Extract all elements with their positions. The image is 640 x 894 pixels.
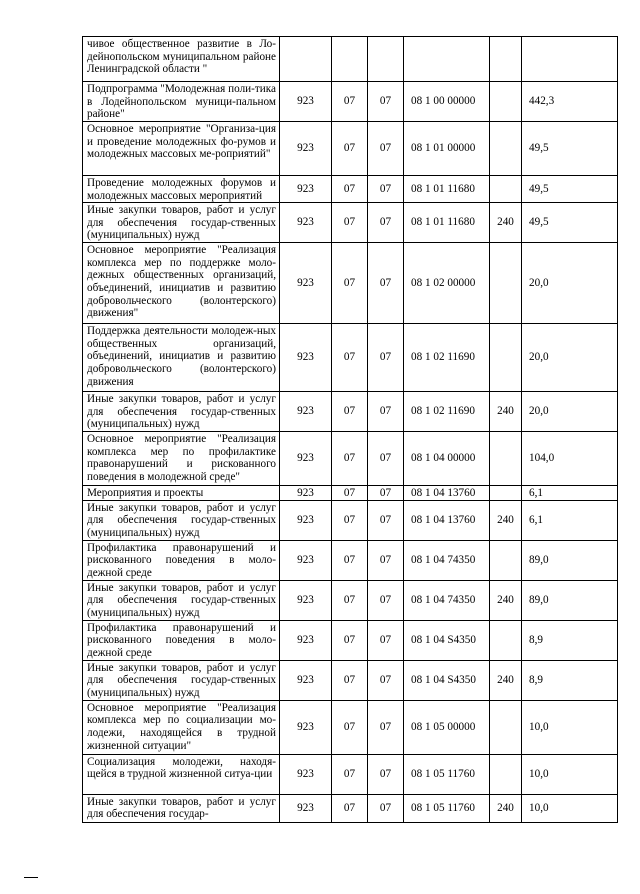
- row-gr: 923: [280, 660, 332, 700]
- row-vr: [490, 486, 522, 501]
- table-row: [83, 660, 618, 700]
- row-pr: 07: [368, 794, 404, 822]
- row-pr: 07: [368, 580, 404, 620]
- row-vr: [490, 432, 522, 486]
- row-name: Социализация молодежи, находя-щейся в трудной жизненной ситуа-ции: [83, 754, 280, 794]
- row-pr: 07: [368, 324, 404, 392]
- table-row: [83, 486, 618, 501]
- row-gr: 923: [280, 540, 332, 580]
- row-sum: 10,0: [522, 700, 618, 754]
- row-cs: 08 1 02 00000: [404, 243, 490, 324]
- row-gr: 923: [280, 620, 332, 660]
- row-pr: 07: [368, 243, 404, 324]
- row-vr: 240: [490, 580, 522, 620]
- table-row: [83, 122, 618, 176]
- table-row: [83, 500, 618, 540]
- row-sum: 89,0: [522, 540, 618, 580]
- row-pr: 07: [368, 203, 404, 243]
- row-sum: 6,1: [522, 500, 618, 540]
- row-sum: 442,3: [522, 82, 618, 122]
- row-rz: 07: [332, 432, 368, 486]
- row-name: Основное мероприятие "Реализация комплекса мер по социализации мо-лодежи, находящейся в трудной жизненной ситуации": [83, 700, 280, 754]
- row-rz: 07: [332, 176, 368, 203]
- row-rz: 07: [332, 754, 368, 794]
- row-vr: [490, 754, 522, 794]
- row-cs: 08 1 01 00000: [404, 122, 490, 176]
- row-pr: 07: [368, 620, 404, 660]
- row-name: Иные закупки товаров, работ и услуг для обеспечения государ-ственных (муниципальных) нужд: [83, 392, 280, 432]
- row-name: Основное мероприятие "Организа-ция и проведение молодежных фо-румов и молодежных массовых ме-роприятий": [83, 122, 280, 176]
- row-gr: 923: [280, 203, 332, 243]
- row-sum: 104,0: [522, 432, 618, 486]
- row-name: Иные закупки товаров, работ и услуг для обеспечения государ-ственных (муниципальных) нужд: [83, 580, 280, 620]
- table-row: [83, 176, 618, 203]
- row-gr: 923: [280, 794, 332, 822]
- row-pr: 07: [368, 700, 404, 754]
- row-sum: 10,0: [522, 754, 618, 794]
- row-rz: 07: [332, 500, 368, 540]
- row-sum: 89,0: [522, 580, 618, 620]
- table-row: [83, 243, 618, 324]
- row-sum: 20,0: [522, 324, 618, 392]
- row-vr: [490, 37, 522, 82]
- row-cs: 08 1 01 11680: [404, 176, 490, 203]
- table-row: [83, 392, 618, 432]
- row-cs: 08 1 04 13760: [404, 486, 490, 501]
- row-gr: 923: [280, 392, 332, 432]
- row-cs: 08 1 02 11690: [404, 392, 490, 432]
- row-cs: 08 1 00 00000: [404, 82, 490, 122]
- budget-table: [82, 36, 618, 823]
- row-vr: 240: [490, 794, 522, 822]
- row-pr: 07: [368, 754, 404, 794]
- row-sum: 49,5: [522, 176, 618, 203]
- row-vr: [490, 82, 522, 122]
- row-sum: 6,1: [522, 486, 618, 501]
- row-pr: 07: [368, 82, 404, 122]
- row-vr: 240: [490, 203, 522, 243]
- row-cs: 08 1 04 13760: [404, 500, 490, 540]
- row-sum: 49,5: [522, 122, 618, 176]
- row-pr: [368, 37, 404, 82]
- row-cs: 08 1 04 74350: [404, 540, 490, 580]
- row-pr: 07: [368, 486, 404, 501]
- row-rz: 07: [332, 580, 368, 620]
- row-rz: 07: [332, 540, 368, 580]
- row-name: Подпрограмма "Молодежная поли-тика в Лодейнопольском муници-пальном районе": [83, 82, 280, 122]
- row-rz: 07: [332, 203, 368, 243]
- row-gr: 923: [280, 754, 332, 794]
- row-vr: 240: [490, 500, 522, 540]
- row-sum: 20,0: [522, 243, 618, 324]
- table-row: [83, 794, 618, 822]
- table-row: [83, 700, 618, 754]
- row-pr: 07: [368, 122, 404, 176]
- table-row: [83, 82, 618, 122]
- row-rz: 07: [332, 243, 368, 324]
- row-pr: 07: [368, 392, 404, 432]
- row-cs: 08 1 04 S4350: [404, 620, 490, 660]
- row-gr: [280, 37, 332, 82]
- row-pr: 07: [368, 176, 404, 203]
- row-pr: 07: [368, 432, 404, 486]
- row-pr: 07: [368, 500, 404, 540]
- row-gr: 923: [280, 580, 332, 620]
- row-gr: 923: [280, 432, 332, 486]
- table-row: [83, 324, 618, 392]
- table-row: [83, 540, 618, 580]
- row-sum: 10,0: [522, 794, 618, 822]
- row-rz: 07: [332, 700, 368, 754]
- row-name: Иные закупки товаров, работ и услуг для обеспечения государ-: [83, 794, 280, 822]
- row-vr: [490, 700, 522, 754]
- row-rz: 07: [332, 324, 368, 392]
- row-name: Профилактика правонарушений и рискованного поведения в моло-дежной среде: [83, 540, 280, 580]
- table-row: [83, 37, 618, 82]
- row-cs: 08 1 04 S4350: [404, 660, 490, 700]
- row-cs: 08 1 02 11690: [404, 324, 490, 392]
- row-name: Иные закупки товаров, работ и услуг для обеспечения государ-ственных (муниципальных) нужд: [83, 500, 280, 540]
- table-row: [83, 620, 618, 660]
- row-name: Профилактика правонарушений и рискованного поведения в моло-дежной среде: [83, 620, 280, 660]
- row-rz: 07: [332, 794, 368, 822]
- row-rz: 07: [332, 122, 368, 176]
- row-vr: [490, 324, 522, 392]
- row-gr: 923: [280, 82, 332, 122]
- row-rz: [332, 37, 368, 82]
- row-sum: 20,0: [522, 392, 618, 432]
- table-row: [83, 580, 618, 620]
- row-pr: 07: [368, 540, 404, 580]
- table-body: [83, 37, 618, 823]
- row-gr: 923: [280, 122, 332, 176]
- row-sum: 8,9: [522, 660, 618, 700]
- row-name: Основное мероприятие "Реализация комплекса мер по поддержке моло-дежных общественных организаций, объединений, инициатив и развитию добровольческого (волонтерского) движения": [83, 243, 280, 324]
- row-name: чивое общественное развитие в Ло-дейнопольском муниципальном районе Ленинградской области ": [83, 37, 280, 82]
- row-gr: 923: [280, 700, 332, 754]
- row-sum: 49,5: [522, 203, 618, 243]
- row-vr: [490, 176, 522, 203]
- row-pr: 07: [368, 660, 404, 700]
- row-cs: [404, 37, 490, 82]
- row-name: Основное мероприятие "Реализация комплекса мер по профилактике правонарушений и рискованного поведения в молодежной среде": [83, 432, 280, 486]
- row-vr: 240: [490, 392, 522, 432]
- row-gr: 923: [280, 243, 332, 324]
- row-sum: 8,9: [522, 620, 618, 660]
- row-cs: 08 1 04 00000: [404, 432, 490, 486]
- row-cs: 08 1 05 00000: [404, 700, 490, 754]
- row-rz: 07: [332, 620, 368, 660]
- row-gr: 923: [280, 324, 332, 392]
- row-name: Проведение молодежных форумов и молодежных массовых мероприятий: [83, 176, 280, 203]
- row-vr: [490, 540, 522, 580]
- row-name: Мероприятия и проекты: [83, 486, 280, 501]
- row-name: Иные закупки товаров, работ и услуг для обеспечения государ-ственных (муниципальных) нужд: [83, 203, 280, 243]
- row-vr: [490, 243, 522, 324]
- row-cs: 08 1 05 11760: [404, 754, 490, 794]
- row-rz: 07: [332, 392, 368, 432]
- row-gr: 923: [280, 486, 332, 501]
- row-name: Поддержка деятельности молодеж-ных общественных организаций, объединений, инициатив и развитию добровольческого (волонтерского) движения: [83, 324, 280, 392]
- row-sum: [522, 37, 618, 82]
- row-name: Иные закупки товаров, работ и услуг для обеспечения государ-ственных (муниципальных) нужд: [83, 660, 280, 700]
- row-vr: 240: [490, 660, 522, 700]
- row-gr: 923: [280, 176, 332, 203]
- footnote-line: [24, 877, 38, 878]
- table-row: [83, 754, 618, 794]
- row-rz: 07: [332, 82, 368, 122]
- row-rz: 07: [332, 486, 368, 501]
- row-vr: [490, 620, 522, 660]
- row-gr: 923: [280, 500, 332, 540]
- row-vr: [490, 122, 522, 176]
- table-row: [83, 203, 618, 243]
- table-row: [83, 432, 618, 486]
- row-cs: 08 1 01 11680: [404, 203, 490, 243]
- row-cs: 08 1 04 74350: [404, 580, 490, 620]
- row-rz: 07: [332, 660, 368, 700]
- row-cs: 08 1 05 11760: [404, 794, 490, 822]
